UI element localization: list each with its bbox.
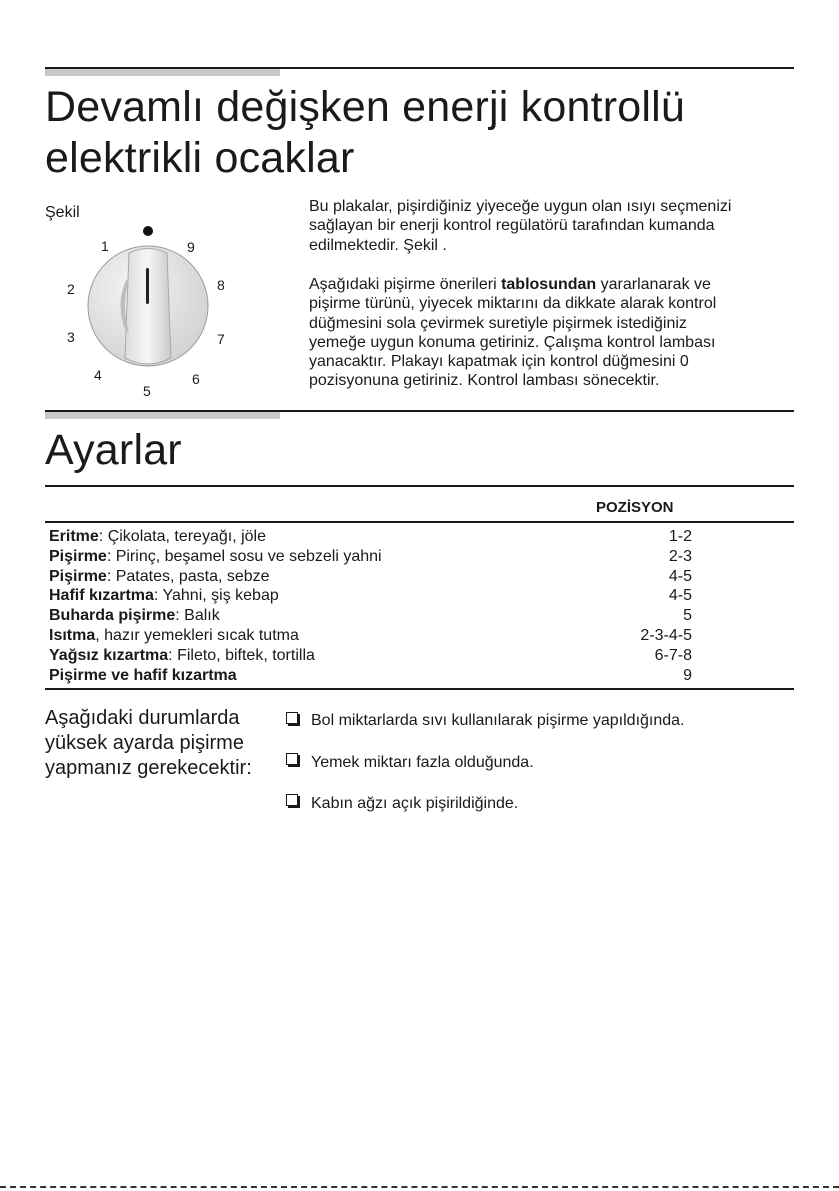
position-value: 2-3-4-5 — [640, 627, 692, 644]
page-title-line1: Devamlı değişken enerji kontrollü — [45, 83, 685, 131]
intro-line: pozisyonuna getiriniz. Kontrol lambası sönecektir. — [309, 372, 660, 390]
dial-number-7: 7 — [217, 331, 225, 347]
table-row: Isıtma, hazır yemekleri sıcak tutma 2-3-4-5 — [49, 627, 692, 644]
intro-line: pişirme türünü, yiyecek miktarını da dikkate alarak kontrol — [309, 295, 717, 313]
intro-line: sağlayan bir enerji kontrol regülatörü tarafından kumanda — [309, 217, 715, 235]
dial-number-3: 3 — [67, 329, 75, 345]
table-row: Eritme: Çikolata, tereyağı, jöle 1-2 — [49, 528, 692, 545]
table-header-rule — [45, 521, 794, 523]
dial-number-8: 8 — [217, 277, 225, 293]
intro-line: Bu plakalar, pişirdiğiniz yiyeceğe uygun olan ısıyı seçmenizi — [309, 198, 732, 215]
condition-item: Yemek miktarı fazla olduğunda. — [311, 754, 534, 771]
position-value: 1-2 — [668, 528, 692, 545]
intro-line: yanacaktır. Plakayı kapatmak için kontrol düğmesini 0 — [309, 353, 689, 371]
position-value: 9 — [683, 667, 692, 684]
knob-indicator-line — [146, 268, 149, 304]
table-top-rule — [45, 485, 794, 487]
position-value: 6-7-8 — [654, 647, 692, 664]
control-knob-illustration — [45, 220, 275, 405]
intro-line: Aşağıdaki pişirme önerileri tablosundan yararlanarak ve — [309, 276, 711, 293]
checkbox-icon — [286, 712, 298, 724]
position-value: 2-3 — [668, 548, 692, 565]
table-bottom-rule — [45, 688, 794, 690]
intro-paragraph-1 — [309, 197, 799, 255]
checkbox-icon — [286, 753, 298, 765]
dial-number-5: 5 — [143, 383, 151, 399]
condition-item: Bol miktarlarda sıvı kullanılarak pişirme yapıldığında. — [311, 712, 685, 729]
table-row: Pişirme: Patates, pasta, sebze 4-5 — [49, 568, 692, 585]
figure-label: Şekil — [45, 204, 80, 221]
position-value: 4-5 — [668, 568, 692, 585]
section-rule — [45, 67, 794, 69]
position-column-header: POZİSYON — [596, 499, 674, 516]
dial-number-2: 2 — [67, 281, 75, 297]
dial-number-4: 4 — [94, 367, 102, 383]
dial-number-9: 9 — [187, 239, 195, 255]
page-bottom-edge — [0, 1186, 839, 1188]
control-dial-figure — [45, 220, 275, 405]
position-value: 5 — [683, 607, 692, 624]
intro-line: düğmesini sola çevirmek suretiyle pişirmek istediğiniz — [309, 314, 687, 332]
lead-line: Aşağıdaki durumlarda — [45, 707, 240, 729]
intro-line: yemeğe uygun konuma getiriniz. Çalışma kontrol lambası — [309, 333, 716, 351]
lead-line: yüksek ayarda pişirme — [45, 732, 244, 754]
section-rule — [45, 410, 794, 412]
condition-item: Kabın ağzı açık pişirildiğinde. — [311, 795, 519, 812]
high-setting-lead — [45, 706, 252, 781]
table-row: Yağsız kızartma: Fileto, biftek, tortilla 6-7-8 — [49, 647, 692, 664]
settings-title: Ayarlar — [45, 426, 182, 474]
intro-paragraph-2 — [309, 275, 799, 391]
dial-number-6: 6 — [192, 371, 200, 387]
intro-line: edilmektedir. Şekil . — [309, 236, 447, 254]
dial-number-1: 1 — [101, 238, 109, 254]
lead-line: yapmanız gerekecektir: — [45, 757, 252, 779]
page-title-line2: elektrikli ocaklar — [45, 134, 355, 182]
table-row: Buharda pişirme: Balık 5 — [49, 607, 692, 624]
checkbox-icon — [286, 794, 298, 806]
position-value: 4-5 — [668, 587, 692, 604]
off-position-dot — [143, 226, 153, 236]
table-reference: tablosundan — [501, 276, 597, 293]
table-row: Hafif kızartma: Yahni, şiş kebap 4-5 — [49, 587, 692, 604]
table-row: Pişirme ve hafif kızartma 9 — [49, 667, 692, 684]
table-row: Pişirme: Pirinç, beşamel sosu ve sebzeli yahni 2-3 — [49, 548, 692, 565]
section-accent-bar — [45, 412, 280, 419]
section-accent-bar — [45, 69, 280, 76]
